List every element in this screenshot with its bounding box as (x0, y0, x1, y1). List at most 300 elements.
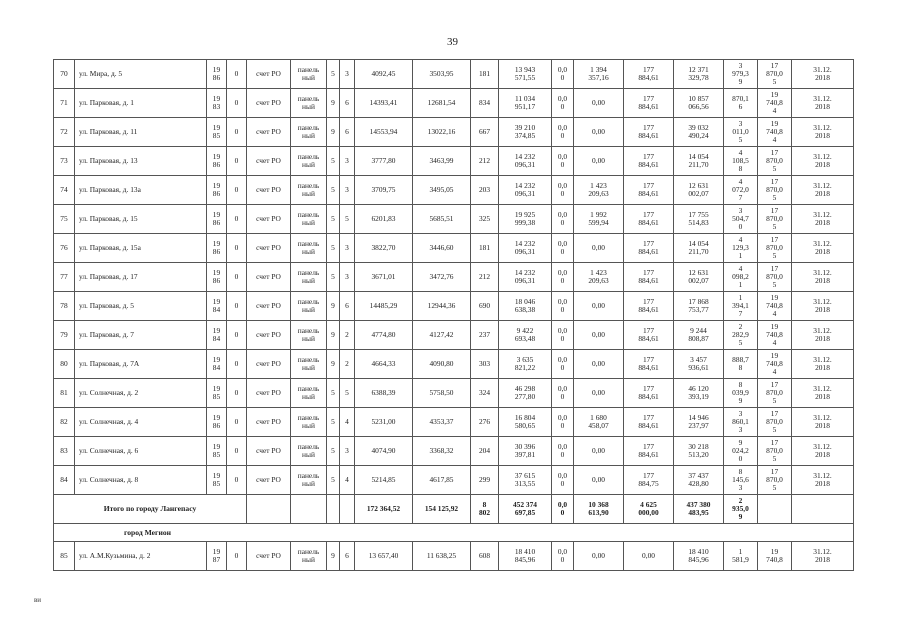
zero-fund-cell: 0,0 0 (552, 60, 574, 89)
fund-three-cell: 12 371 329,78 (674, 60, 724, 89)
residents-cell: 608 (471, 542, 499, 571)
fund-two-cell: 177 884,61 (624, 408, 674, 437)
fund-one-cell: 1 423 209,63 (574, 176, 624, 205)
build-year-cell: 19 87 (207, 542, 227, 571)
empty-cell (340, 495, 355, 524)
fund-two-cell: 177 884,61 (624, 176, 674, 205)
zero-cell: 0 (227, 350, 247, 379)
entrances-cell: 2 (340, 350, 355, 379)
total-area-cell: 14393,41 (355, 89, 413, 118)
zero-fund-cell: 0,0 0 (552, 292, 574, 321)
table-row (54, 118, 854, 147)
row-number-cell: 72 (54, 118, 75, 147)
total-area-cell: 4774,80 (355, 321, 413, 350)
specific-cost-cell: 3 860,1 3 (724, 408, 758, 437)
living-area-cell: 4090,80 (413, 350, 471, 379)
empty-cell (247, 495, 291, 524)
row-number-cell: 74 (54, 176, 75, 205)
residents-cell: 203 (471, 176, 499, 205)
fund-one-cell: 1 992 599,94 (574, 205, 624, 234)
deadline-cell: 31.12. 2018 (792, 321, 854, 350)
zero-fund-cell: 0,0 0 (552, 234, 574, 263)
address-cell: ул. Солнечная, д. 6 (75, 437, 207, 466)
fund-three-cell: 17 755 514,83 (674, 205, 724, 234)
zero-fund-cell: 0,0 0 (552, 118, 574, 147)
fund-three-cell: 3 457 936,61 (674, 350, 724, 379)
living-area-cell: 3503,95 (413, 60, 471, 89)
deadline-cell: 31.12. 2018 (792, 176, 854, 205)
specific-cost-cell: 3 979,3 9 (724, 60, 758, 89)
fund-one-cell: 0,00 (574, 466, 624, 495)
address-cell: ул. Парковая, д. 13 (75, 147, 207, 176)
floors-cell: 9 (327, 542, 340, 571)
zero-cell: 0 (227, 118, 247, 147)
residents-cell: 325 (471, 205, 499, 234)
wall-material-cell: панель ный (291, 234, 327, 263)
entrances-cell: 4 (340, 466, 355, 495)
fund-three-cell: 14 946 237,97 (674, 408, 724, 437)
fund-two-cell: 177 884,61 (624, 263, 674, 292)
build-year-cell: 19 85 (207, 437, 227, 466)
floors-cell: 5 (327, 408, 340, 437)
fund-two-cell: 177 884,61 (624, 379, 674, 408)
specific-cost-cell: 1 394,1 7 (724, 292, 758, 321)
account-type-cell: счет РО (247, 60, 291, 89)
build-year-cell: 19 84 (207, 292, 227, 321)
limit-cost-cell: 19 740,8 (758, 542, 792, 571)
fund-two-cell: 177 884,61 (624, 292, 674, 321)
table-row (54, 321, 854, 350)
account-type-cell: счет РО (247, 542, 291, 571)
total-f3-cell: 437 380 483,95 (674, 495, 724, 524)
build-year-cell: 19 86 (207, 205, 227, 234)
living-area-cell: 4127,42 (413, 321, 471, 350)
total-rem-cell: 2 935,0 9 (724, 495, 758, 524)
wall-material-cell: панель ный (291, 542, 327, 571)
table-row (54, 205, 854, 234)
address-cell: ул. Парковая, д. 15 (75, 205, 207, 234)
residents-cell: 212 (471, 263, 499, 292)
row-number-cell: 75 (54, 205, 75, 234)
wall-material-cell: панель ный (291, 350, 327, 379)
fund-one-cell: 0,00 (574, 147, 624, 176)
empty-cell (327, 495, 340, 524)
total-f1-cell: 10 368 613,90 (574, 495, 624, 524)
deadline-cell: 31.12. 2018 (792, 350, 854, 379)
fund-two-cell: 177 884,61 (624, 205, 674, 234)
zero-cell: 0 (227, 89, 247, 118)
limit-cost-cell: 17 870,0 5 (758, 466, 792, 495)
specific-cost-cell: 3 011,0 5 (724, 118, 758, 147)
total-cost-cell: 9 422 693,48 (499, 321, 552, 350)
fund-three-cell: 14 054 211,70 (674, 234, 724, 263)
zero-cell: 0 (227, 321, 247, 350)
deadline-cell: 31.12. 2018 (792, 205, 854, 234)
row-number-cell: 77 (54, 263, 75, 292)
total-area-cell: 3671,01 (355, 263, 413, 292)
row-number-cell: 84 (54, 466, 75, 495)
fund-three-cell: 14 054 211,70 (674, 147, 724, 176)
zero-fund-cell: 0,0 0 (552, 147, 574, 176)
living-area-cell: 3368,32 (413, 437, 471, 466)
zero-fund-cell: 0,0 0 (552, 408, 574, 437)
build-year-cell: 19 86 (207, 263, 227, 292)
zero-fund-cell: 0,0 0 (552, 350, 574, 379)
fund-three-cell: 12 631 002,07 (674, 176, 724, 205)
living-area-cell: 11 638,25 (413, 542, 471, 571)
account-type-cell: счет РО (247, 321, 291, 350)
residents-cell: 690 (471, 292, 499, 321)
build-year-cell: 19 86 (207, 60, 227, 89)
deadline-cell: 31.12. 2018 (792, 263, 854, 292)
fund-two-cell: 0,00 (624, 542, 674, 571)
living-area-cell: 3495,05 (413, 176, 471, 205)
living-area-cell: 13022,16 (413, 118, 471, 147)
total-cost-cell: 16 804 580,65 (499, 408, 552, 437)
floors-cell: 5 (327, 263, 340, 292)
limit-cost-cell: 19 740,8 4 (758, 292, 792, 321)
total-a2-cell: 154 125,92 (413, 495, 471, 524)
limit-cost-cell: 17 870,0 5 (758, 437, 792, 466)
limit-cost-cell: 19 740,8 4 (758, 118, 792, 147)
total-cost-cell: 46 298 277,80 (499, 379, 552, 408)
wall-material-cell: панель ный (291, 321, 327, 350)
zero-fund-cell: 0,0 0 (552, 321, 574, 350)
zero-fund-cell: 0,0 0 (552, 379, 574, 408)
account-type-cell: счет РО (247, 118, 291, 147)
address-cell: ул. Парковая, д. 7 (75, 321, 207, 350)
residents-cell: 212 (471, 147, 499, 176)
address-cell: ул. А.М.Кузьмина, д. 2 (75, 542, 207, 571)
fund-two-cell: 177 884,61 (624, 350, 674, 379)
living-area-cell: 12681,54 (413, 89, 471, 118)
fund-two-cell: 177 884,61 (624, 437, 674, 466)
entrances-cell: 6 (340, 542, 355, 571)
wall-material-cell: панель ный (291, 437, 327, 466)
total-cost-cell: 14 232 096,31 (499, 176, 552, 205)
account-type-cell: счет РО (247, 350, 291, 379)
table-row (54, 147, 854, 176)
limit-cost-cell: 17 870,0 5 (758, 408, 792, 437)
address-cell: ул. Солнечная, д. 4 (75, 408, 207, 437)
row-number-cell: 70 (54, 60, 75, 89)
floors-cell: 5 (327, 437, 340, 466)
account-type-cell: счет РО (247, 234, 291, 263)
residents-cell: 324 (471, 379, 499, 408)
table-row (54, 466, 854, 495)
account-type-cell: счет РО (247, 379, 291, 408)
zero-cell: 0 (227, 205, 247, 234)
wall-material-cell: панель ный (291, 176, 327, 205)
limit-cost-cell: 17 870,0 5 (758, 60, 792, 89)
address-cell: ул. Парковая, д. 15а (75, 234, 207, 263)
limit-cost-cell: 17 870,0 5 (758, 147, 792, 176)
table-row (54, 292, 854, 321)
fund-one-cell: 1 394 357,16 (574, 60, 624, 89)
build-year-cell: 19 84 (207, 321, 227, 350)
floors-cell: 5 (327, 147, 340, 176)
zero-cell: 0 (227, 437, 247, 466)
entrances-cell: 2 (340, 321, 355, 350)
residents-cell: 667 (471, 118, 499, 147)
zero-cell: 0 (227, 466, 247, 495)
fund-three-cell: 12 631 002,07 (674, 263, 724, 292)
residents-cell: 303 (471, 350, 499, 379)
zero-fund-cell: 0,0 0 (552, 437, 574, 466)
total-label-cell: Итого по городу Лангепасу (54, 495, 247, 524)
entrances-cell: 3 (340, 147, 355, 176)
wall-material-cell: панель ный (291, 205, 327, 234)
total-cost-cell: 11 034 951,17 (499, 89, 552, 118)
entrances-cell: 3 (340, 437, 355, 466)
total-cost-cell: 14 232 096,31 (499, 234, 552, 263)
fund-one-cell: 0,00 (574, 542, 624, 571)
entrances-cell: 6 (340, 292, 355, 321)
account-type-cell: счет РО (247, 437, 291, 466)
row-number-cell: 83 (54, 437, 75, 466)
specific-cost-cell: 4 072,0 7 (724, 176, 758, 205)
zero-cell: 0 (227, 234, 247, 263)
specific-cost-cell: 3 504,7 0 (724, 205, 758, 234)
residents-cell: 834 (471, 89, 499, 118)
total-a1-cell: 172 364,52 (355, 495, 413, 524)
entrances-cell: 6 (340, 118, 355, 147)
table-row (54, 350, 854, 379)
total-cost-cell: 3 635 821,22 (499, 350, 552, 379)
total-cost-cell: 18 410 845,96 (499, 542, 552, 571)
living-area-cell: 3463,99 (413, 147, 471, 176)
total-cost-cell: 13 943 571,55 (499, 60, 552, 89)
entrances-cell: 3 (340, 234, 355, 263)
address-cell: ул. Парковая, д. 11 (75, 118, 207, 147)
zero-fund-cell: 0,0 0 (552, 176, 574, 205)
row-number-cell: 85 (54, 542, 75, 571)
table-row (54, 437, 854, 466)
zero-cell: 0 (227, 408, 247, 437)
address-cell: ул. Парковая, д. 17 (75, 263, 207, 292)
account-type-cell: счет РО (247, 263, 291, 292)
fund-two-cell: 177 884,61 (624, 321, 674, 350)
section-row (54, 524, 854, 542)
wall-material-cell: панель ный (291, 379, 327, 408)
wall-material-cell: панель ный (291, 118, 327, 147)
deadline-cell: 31.12. 2018 (792, 292, 854, 321)
total-cost-cell: 18 046 638,38 (499, 292, 552, 321)
build-year-cell: 19 85 (207, 466, 227, 495)
fund-three-cell: 10 857 066,56 (674, 89, 724, 118)
deadline-cell: 31.12. 2018 (792, 379, 854, 408)
living-area-cell: 5685,51 (413, 205, 471, 234)
total-cost-cell: 39 210 374,85 (499, 118, 552, 147)
entrances-cell: 6 (340, 89, 355, 118)
wall-material-cell: панель ный (291, 466, 327, 495)
row-number-cell: 71 (54, 89, 75, 118)
floors-cell: 9 (327, 350, 340, 379)
table-row (54, 176, 854, 205)
table-row (54, 234, 854, 263)
fund-one-cell: 0,00 (574, 379, 624, 408)
deadline-cell: 31.12. 2018 (792, 408, 854, 437)
account-type-cell: счет РО (247, 205, 291, 234)
zero-cell: 0 (227, 542, 247, 571)
fund-three-cell: 46 120 393,19 (674, 379, 724, 408)
fund-three-cell: 37 437 428,80 (674, 466, 724, 495)
deadline-cell: 31.12. 2018 (792, 466, 854, 495)
account-type-cell: счет РО (247, 292, 291, 321)
fund-one-cell: 1 680 458,07 (574, 408, 624, 437)
build-year-cell: 19 86 (207, 234, 227, 263)
wall-material-cell: панель ный (291, 408, 327, 437)
wall-material-cell: панель ный (291, 292, 327, 321)
residents-cell: 276 (471, 408, 499, 437)
section-city-title: город Мегион (54, 524, 854, 542)
footer-mark: ви (34, 596, 42, 604)
entrances-cell: 3 (340, 176, 355, 205)
fund-two-cell: 177 884,61 (624, 89, 674, 118)
total-area-cell: 4092,45 (355, 60, 413, 89)
account-type-cell: счет РО (247, 176, 291, 205)
zero-cell: 0 (227, 176, 247, 205)
build-year-cell: 19 86 (207, 147, 227, 176)
total-area-cell: 4074,90 (355, 437, 413, 466)
deadline-cell: 31.12. 2018 (792, 118, 854, 147)
total-area-cell: 3822,70 (355, 234, 413, 263)
specific-cost-cell: 8 145,6 3 (724, 466, 758, 495)
empty-cell (291, 495, 327, 524)
limit-cost-cell: 17 870,0 5 (758, 379, 792, 408)
zero-fund-cell: 0,0 0 (552, 263, 574, 292)
row-number-cell: 73 (54, 147, 75, 176)
specific-cost-cell: 4 129,3 1 (724, 234, 758, 263)
zero-cell: 0 (227, 263, 247, 292)
limit-cost-cell: 17 870,0 5 (758, 263, 792, 292)
floors-cell: 5 (327, 466, 340, 495)
total-area-cell: 4664,33 (355, 350, 413, 379)
floors-cell: 9 (327, 321, 340, 350)
specific-cost-cell: 2 282,9 5 (724, 321, 758, 350)
row-number-cell: 82 (54, 408, 75, 437)
living-area-cell: 12944,36 (413, 292, 471, 321)
floors-cell: 5 (327, 176, 340, 205)
fund-two-cell: 177 884,61 (624, 118, 674, 147)
registry-table (53, 59, 854, 571)
account-type-cell: счет РО (247, 89, 291, 118)
row-number-cell: 79 (54, 321, 75, 350)
build-year-cell: 19 84 (207, 350, 227, 379)
limit-cost-cell: 17 870,0 5 (758, 205, 792, 234)
entrances-cell: 3 (340, 60, 355, 89)
deadline-cell: 31.12. 2018 (792, 542, 854, 571)
deadline-cell: 31.12. 2018 (792, 147, 854, 176)
total-area-cell: 14553,94 (355, 118, 413, 147)
fund-one-cell: 0,00 (574, 118, 624, 147)
zero-fund-cell: 0,0 0 (552, 466, 574, 495)
specific-cost-cell: 1 581,9 (724, 542, 758, 571)
total-z-cell: 0,0 0 (552, 495, 574, 524)
address-cell: ул. Мира, д. 5 (75, 60, 207, 89)
wall-material-cell: панель ный (291, 60, 327, 89)
account-type-cell: счет РО (247, 466, 291, 495)
specific-cost-cell: 8 039,9 9 (724, 379, 758, 408)
deadline-cell: 31.12. 2018 (792, 89, 854, 118)
specific-cost-cell: 870,1 6 (724, 89, 758, 118)
wall-material-cell: панель ный (291, 147, 327, 176)
table-body (54, 60, 854, 571)
account-type-cell: счет РО (247, 408, 291, 437)
row-number-cell: 81 (54, 379, 75, 408)
table-row (54, 542, 854, 571)
residents-cell: 204 (471, 437, 499, 466)
zero-fund-cell: 0,0 0 (552, 542, 574, 571)
specific-cost-cell: 4 108,5 8 (724, 147, 758, 176)
address-cell: ул. Парковая, д. 1 (75, 89, 207, 118)
total-f2-cell: 4 625 000,00 (624, 495, 674, 524)
fund-two-cell: 177 884,75 (624, 466, 674, 495)
total-area-cell: 5231,00 (355, 408, 413, 437)
fund-three-cell: 39 032 490,24 (674, 118, 724, 147)
residents-cell: 181 (471, 60, 499, 89)
wall-material-cell: панель ный (291, 263, 327, 292)
limit-cost-cell: 19 740,8 4 (758, 89, 792, 118)
build-year-cell: 19 83 (207, 89, 227, 118)
floors-cell: 9 (327, 89, 340, 118)
living-area-cell: 4617,85 (413, 466, 471, 495)
table-row (54, 263, 854, 292)
total-cost-cell: 14 232 096,31 (499, 147, 552, 176)
deadline-cell: 31.12. 2018 (792, 60, 854, 89)
fund-two-cell: 177 884,61 (624, 147, 674, 176)
floors-cell: 9 (327, 118, 340, 147)
living-area-cell: 3446,60 (413, 234, 471, 263)
total-cost-cell: 37 615 313,55 (499, 466, 552, 495)
limit-cost-cell: 19 740,8 4 (758, 321, 792, 350)
address-cell: ул. Солнечная, д. 8 (75, 466, 207, 495)
entrances-cell: 3 (340, 263, 355, 292)
total-area-cell: 3709,75 (355, 176, 413, 205)
living-area-cell: 3472,76 (413, 263, 471, 292)
address-cell: ул. Парковая, д. 5 (75, 292, 207, 321)
total-cost-cell: 19 925 999,38 (499, 205, 552, 234)
specific-cost-cell: 888,7 8 (724, 350, 758, 379)
empty-cell (758, 495, 792, 524)
address-cell: ул. Парковая, д. 13а (75, 176, 207, 205)
zero-cell: 0 (227, 292, 247, 321)
specific-cost-cell: 9 024,2 0 (724, 437, 758, 466)
total-cost-cell: 30 396 397,81 (499, 437, 552, 466)
zero-fund-cell: 0,0 0 (552, 205, 574, 234)
deadline-cell: 31.12. 2018 (792, 437, 854, 466)
residents-cell: 299 (471, 466, 499, 495)
build-year-cell: 19 85 (207, 379, 227, 408)
address-cell: ул. Парковая, д. 7А (75, 350, 207, 379)
total-area-cell: 5214,85 (355, 466, 413, 495)
fund-two-cell: 177 884,61 (624, 234, 674, 263)
table-row (54, 408, 854, 437)
floors-cell: 9 (327, 292, 340, 321)
row-number-cell: 78 (54, 292, 75, 321)
fund-two-cell: 177 884,61 (624, 60, 674, 89)
total-area-cell: 14485,29 (355, 292, 413, 321)
page-number: 39 (447, 36, 458, 48)
limit-cost-cell: 17 870,0 5 (758, 234, 792, 263)
account-type-cell: счет РО (247, 147, 291, 176)
fund-three-cell: 17 868 753,77 (674, 292, 724, 321)
wall-material-cell: панель ный (291, 89, 327, 118)
zero-cell: 0 (227, 147, 247, 176)
entrances-cell: 4 (340, 408, 355, 437)
fund-one-cell: 0,00 (574, 350, 624, 379)
living-area-cell: 4353,37 (413, 408, 471, 437)
